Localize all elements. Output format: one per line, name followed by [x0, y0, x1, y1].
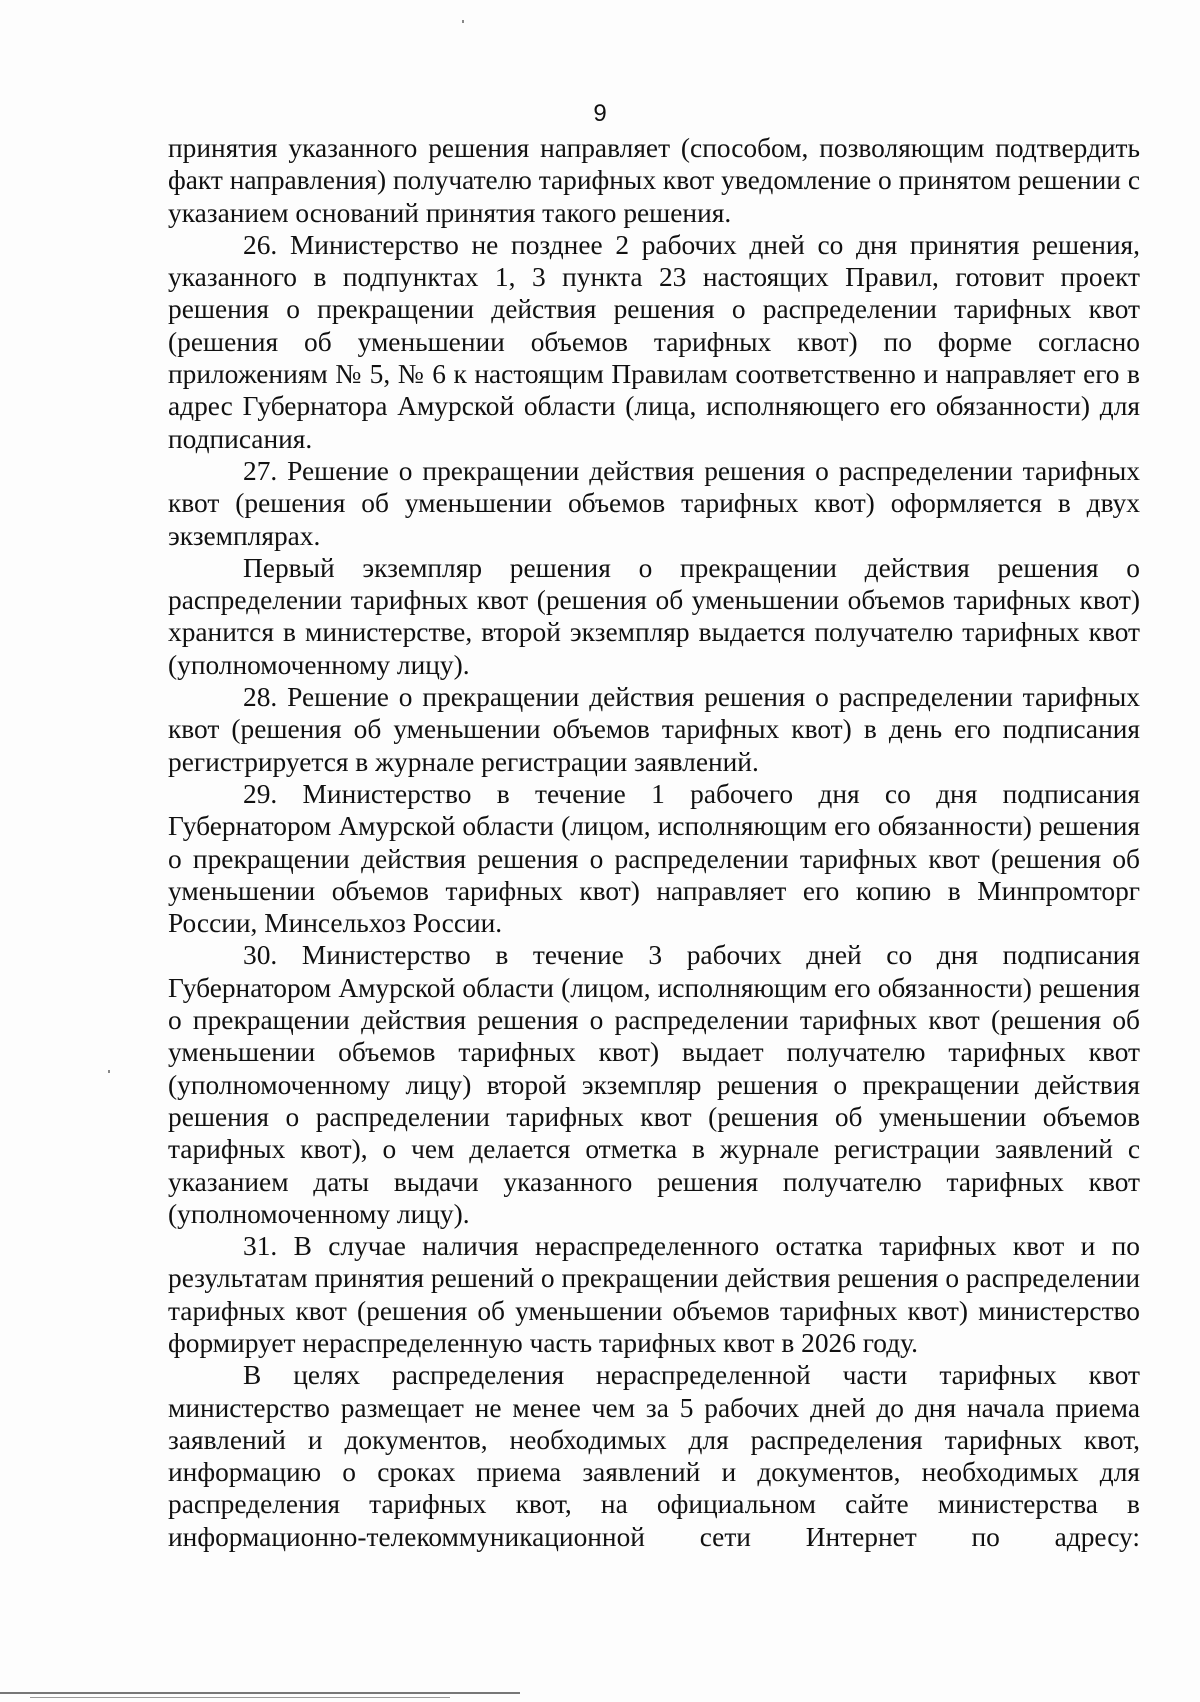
paragraph-31: 31. В случае наличия нераспределенного остатка тарифных квот и по результатам принятия решений о прекращении действия решения о распределении тарифных квот (решения об уменьшении объемов тарифных квот) министерство формирует нераспределенную часть тарифных квот в 2026 году. — [168, 1231, 1140, 1358]
paragraph-31-distribution: В целях распределения нераспределенной части тарифных квот министерство размещает не менее чем за 5 рабочих дней до дня начала приема заявлений и документов, необходимых для распределения тарифных квот, информацию о сроках приема заявлений и документов, необходимых для распределения тарифных квот, на официальном сайте министерства в информационно-телекоммуникационной сети Интернет по адресу: — [168, 1360, 1140, 1552]
scan-speck — [462, 20, 464, 23]
paragraph-27-copies: Первый экземпляр решения о прекращении действия решения о распределении тарифных квот (решения об уменьшении объемов тарифных квот) хранится в министерстве, второй экземпляр выдается получателю тарифных квот (уполномоченному лицу). — [168, 552, 1140, 680]
scan-edge-line — [30, 1697, 450, 1698]
page-number: 9 — [593, 100, 607, 127]
paragraph-27: 27. Решение о прекращении действия решения о распределении тарифных квот (решения об уменьшении объемов тарифных квот) оформляется в двух экземплярах. — [168, 455, 1140, 551]
paragraph-28: 28. Решение о прекращении действия решения о распределении тарифных квот (решения об уменьшении объемов тарифных квот) в день его подписания регистрируется в журнале регистрации заявлений. — [168, 682, 1140, 777]
paragraph-30: 30. Министерство в течение 3 рабочих дней со дня подписания Губернатором Амурской области (лицом, исполняющим его обязанности) решения о прекращении действия решения о распределении тарифных квот (решения об уменьшении объемов тарифных квот) выдает получателю тарифных квот (уполномоченному лицу) второй экземпляр решения о прекращении действия решения о распределении тарифных квот (решения об уменьшении объемов тарифных квот), о чем делается отметка в журнале регистрации заявлений с указанием даты выдачи указанного решения получателю тарифных квот (уполномоченному лицу). — [168, 940, 1140, 1229]
scan-speck — [108, 1070, 110, 1073]
paragraph-26: 26. Министерство не позднее 2 рабочих дней со дня принятия решения, указанного в подпунктах 1, 3 пункта 23 настоящих Правил, готовит проект решения о прекращении действия решения о распределении тарифных квот (решения об уменьшении объемов тарифных квот) по форме согласно приложениям № 5, № 6 к настоящим Правилам соответственно и направляет его в адрес Губернатора Амурской области (лица, исполняющего его обязанности) для подписания. — [168, 229, 1140, 454]
paragraph-29: 29. Министерство в течение 1 рабочего дня со дня подписания Губернатором Амурской области (лицом, исполняющим его обязанности) решения о прекращении действия решения о распределении тарифных квот (решения об уменьшении объемов тарифных квот) направляет его копию в Минпромторг России, Минсельхоз России. — [168, 778, 1140, 939]
paragraph-continuation: принятия указанного решения направляет (способом, позволяющим подтвердить факт направления) получателю тарифных квот уведомление о принятом решении с указанием оснований принятия такого решения. — [168, 133, 1140, 228]
scan-edge-line — [0, 1692, 520, 1694]
document-body — [168, 132, 1140, 1553]
